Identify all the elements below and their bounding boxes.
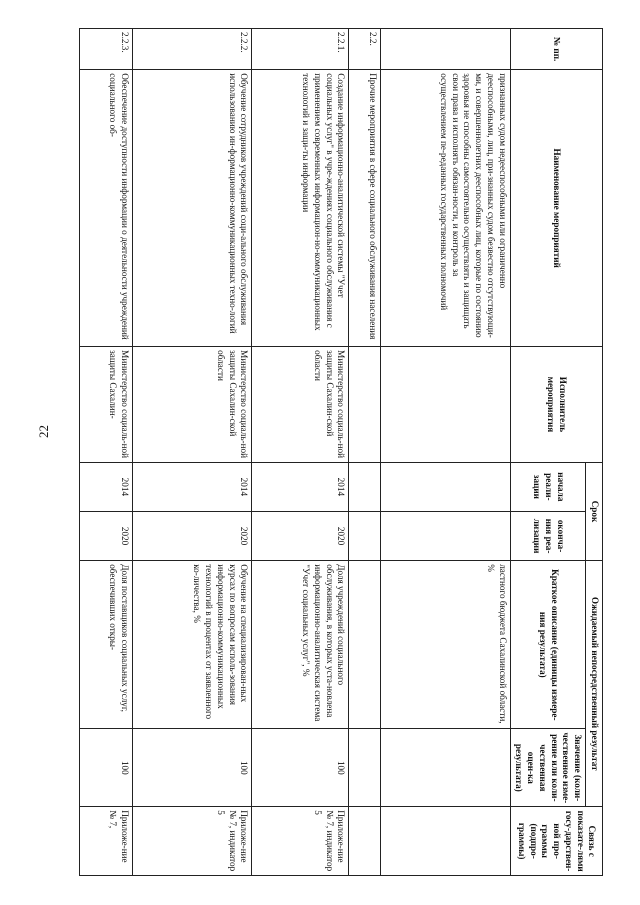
row-name: признанных судом недееспособными или ограниченно дееспособными, лиц, при-знанных судом безвестно отсутствующи-ми, и совершеннолетних дееспособных лиц, которые по состоянию здоровья не способны самостоятельно осуществлять и защищать свои права и исполнять обязан-ности, и контроль за осуществлением пе-реданных государственных полномочий <box>380 70 510 347</box>
row-end: 2020 <box>80 511 133 560</box>
row-value: 100 <box>80 729 133 807</box>
header-executor: Исполнитель мероприятия <box>510 347 602 463</box>
row-desc <box>349 561 380 729</box>
row-end <box>349 511 380 560</box>
row-end: 2020 <box>252 511 349 560</box>
header-num: № пп. <box>510 29 602 70</box>
row-start: 2014 <box>80 462 133 511</box>
row-num: 2.2.3. <box>80 29 133 70</box>
header-term-start: начала реали-зации <box>510 462 586 511</box>
row-num <box>380 29 510 70</box>
row-name: Обучение сотрудников учреждений соци-ального обслуживания использованию ин-формационно-коммуникационных техно-логий <box>133 70 252 347</box>
row-end: 2020 <box>133 511 252 560</box>
row-end <box>380 511 510 560</box>
row-link <box>380 807 510 876</box>
header-expected-value: Значение (коли-чественное изме-рение или коли-чественная оцен-ка результата) <box>510 729 586 807</box>
row-executor: Министерство социаль-ной защиты Сахалин- <box>80 347 133 463</box>
row-executor <box>349 347 380 463</box>
row-value <box>380 729 510 807</box>
table-row <box>252 29 349 876</box>
table-header-row <box>586 29 603 876</box>
row-value <box>349 729 380 807</box>
page-number: 22 <box>36 425 51 438</box>
rotated-table-container <box>79 28 603 876</box>
row-num: 2.2.2. <box>133 29 252 70</box>
row-desc: Доля учреждений социального обслуживания, в которых уста-новлена информационно-аналитическая система "Учет социальных услуг", % <box>252 561 349 729</box>
row-desc: Доля поставщиков социальных услуг, обеспечивших откры- <box>80 561 133 729</box>
header-term-end: оконча-ния реа-лизации <box>510 511 586 560</box>
row-desc: ластного бюджета Сахалинской области, % <box>380 561 510 729</box>
table-row <box>380 29 510 876</box>
row-name: Прочие мероприятия в сфере социального обслуживания населения <box>349 70 380 347</box>
row-start <box>349 462 380 511</box>
row-value: 100 <box>133 729 252 807</box>
header-expected-desc: Краткое описание (единицы измере-ния результата) <box>510 561 586 729</box>
row-start <box>380 462 510 511</box>
row-executor <box>380 347 510 463</box>
row-link <box>349 807 380 876</box>
header-term: Срок <box>586 462 603 560</box>
table-row <box>349 29 380 876</box>
row-link: Приложе-ние № 7, <box>80 807 133 876</box>
row-num: 2.2.1. <box>252 29 349 70</box>
measures-table <box>79 28 603 876</box>
header-expected: Ожидаемый непосредственный результат <box>586 561 603 807</box>
row-name: Создание информационно-аналитической системы "Учет социальных услуг" в учре-ждениях социального обслуживания с применением современных информацион-но-коммуникационных технологий и защи-ты информации <box>252 70 349 347</box>
table-row <box>133 29 252 876</box>
row-value: 100 <box>252 729 349 807</box>
row-num: 2.2. <box>349 29 380 70</box>
header-name: Наименование мероприятий <box>510 70 602 347</box>
row-executor: Министерство социаль-ной защиты Сахалин-ской области <box>252 347 349 463</box>
row-start: 2014 <box>133 462 252 511</box>
row-name: Обеспечение доступности информации о деятельности учреждений социального об- <box>80 70 133 347</box>
row-link: Приложе-ние № 7, индикатор 5 <box>252 807 349 876</box>
header-link: Связь с показате-лями госу-дарствен-ной про-граммы (подпро-граммы) <box>510 807 602 876</box>
row-executor: Министерство социаль-ной защиты Сахалин-ской области <box>133 347 252 463</box>
table-row <box>80 29 133 876</box>
row-desc: Обучение на специализирован-ных курсах по вопросам исполь-зования информационно-коммуникационных технологий в процентах от заявленного ко-личества, % <box>133 561 252 729</box>
row-start: 2014 <box>252 462 349 511</box>
row-link: Приложе-ние № 7, индикатор 5 <box>133 807 252 876</box>
